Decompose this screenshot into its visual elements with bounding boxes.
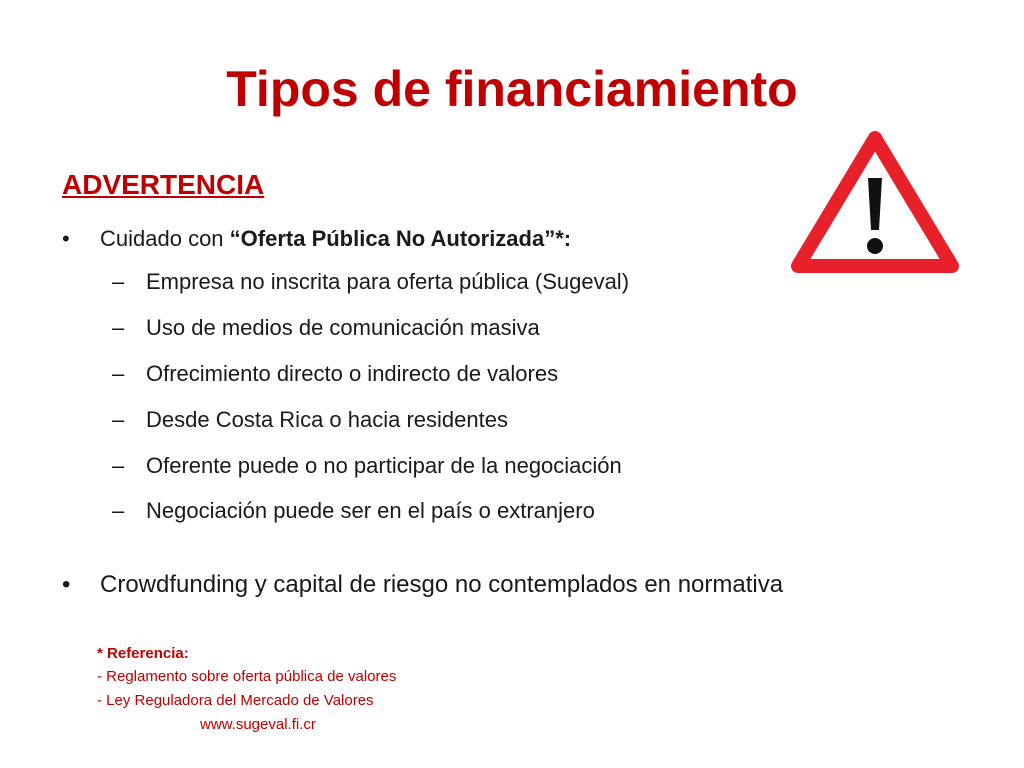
dash-marker: – — [112, 407, 125, 432]
bullet-text: Crowdfunding y capital de riesgo no contemplados en normativa — [100, 571, 784, 598]
sub-item-text: Negociación puede ser en el país o extranjero — [146, 498, 595, 523]
bullet-item — [62, 226, 571, 252]
sub-item — [112, 361, 558, 387]
bullet-text-suffix: *: — [555, 226, 572, 251]
sub-item-text: Ofrecimiento directo o indirecto de valores — [146, 361, 559, 386]
dash-marker: – — [112, 269, 125, 294]
bullet-dot: • — [62, 571, 71, 598]
sub-item-text: Desde Costa Rica o hacia residentes — [146, 407, 508, 432]
sub-item — [112, 453, 622, 479]
slide-title: Tipos de financiamiento — [226, 61, 798, 117]
reference-url[interactable]: www.sugeval.fi.cr — [200, 716, 316, 733]
sub-item-text: Empresa no inscrita para oferta pública (Sugeval) — [146, 269, 630, 294]
bullet-item — [62, 571, 783, 600]
dash-marker: – — [112, 315, 125, 340]
warning-heading: ADVERTENCIA — [62, 169, 265, 200]
sub-item — [112, 498, 595, 524]
reference-line: - Reglamento sobre oferta pública de valores — [97, 668, 397, 685]
bullet-dot: • — [62, 226, 70, 251]
bullet-text-prefix: Cuidado con — [100, 226, 230, 251]
sub-item — [112, 407, 508, 433]
dash-marker: – — [112, 361, 125, 386]
dash-marker: – — [112, 453, 125, 478]
sub-item-text: Uso de medios de comunicación masiva — [146, 315, 540, 340]
reference-line: - Ley Reguladora del Mercado de Valores — [97, 692, 374, 709]
sub-item — [112, 269, 629, 295]
bullet-text-emphasis: “Oferta Pública No Autorizada” — [229, 226, 556, 251]
sub-item — [112, 315, 540, 341]
sub-item-text: Oferente puede o no participar de la negociación — [146, 453, 622, 478]
reference-heading: * Referencia: — [97, 645, 189, 662]
dash-marker: – — [112, 498, 125, 523]
warning-icon — [790, 130, 960, 275]
